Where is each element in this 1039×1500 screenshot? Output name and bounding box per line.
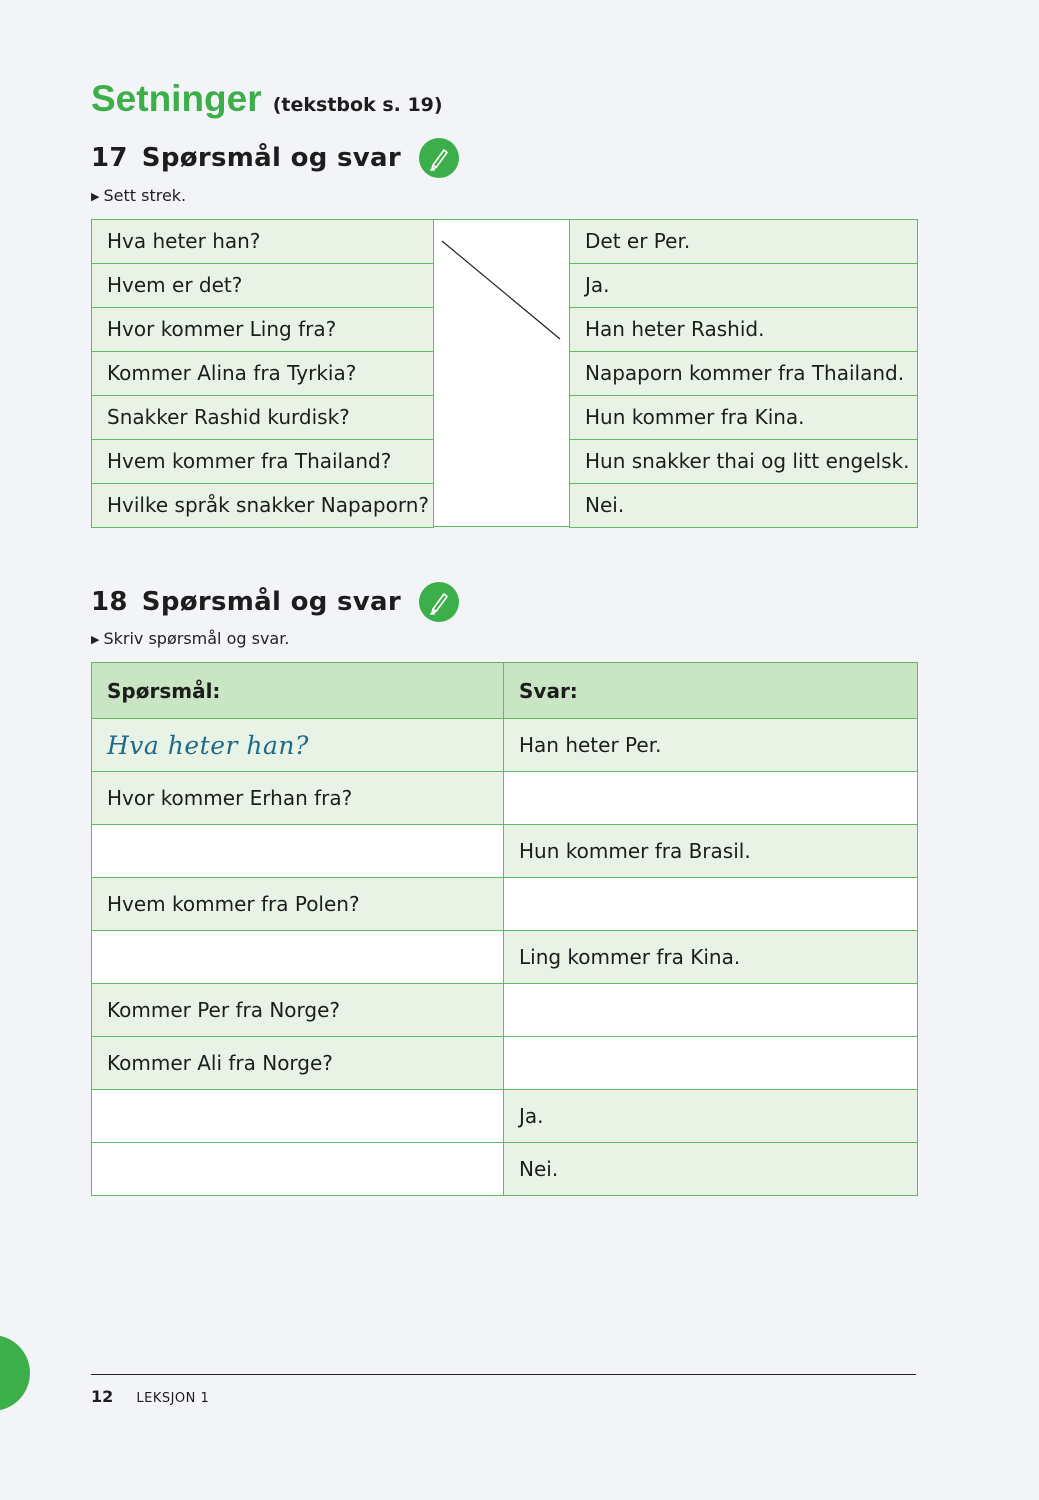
answer-cell: Det er Per. [569,219,918,264]
question-header: Spørsmål: [92,663,504,719]
drawing-area[interactable] [434,219,569,527]
table-row [92,719,918,772]
chapter-tab-marker [0,1335,30,1411]
answer-text: Ling kommer fra Kina. [519,945,741,969]
question-cell: Snakker Rashid kurdisk? [91,396,434,440]
answer-cell: Napaporn kommer fra Thailand. [569,352,918,396]
answer-blank-cell[interactable] [504,772,918,825]
question-text: Kommer Per fra Norge? [107,998,340,1022]
exercise-number: 18 [91,587,128,617]
table-header-row [92,663,918,719]
question-cell: Hvem er det? [91,264,434,308]
instruction-text: Skriv spørsmål og svar. [103,629,290,648]
table-row [92,1090,918,1143]
answer-cell [504,1143,918,1196]
answer-text: Han heter Per. [519,733,662,757]
question-cell: Hvor kommer Ling fra? [91,308,434,352]
answer-blank-cell[interactable] [504,1037,918,1090]
answer-cell [504,1090,918,1143]
footer [91,1387,209,1406]
pencil-icon [419,582,459,622]
questions-column [91,219,434,528]
answer-text: Ja. [519,1104,544,1128]
exercise-17-title [91,138,459,178]
answer-cell: Han heter Rashid. [569,308,918,352]
answer-cell [504,931,918,984]
answer-text: Hun kommer fra Brasil. [519,839,751,863]
question-cell [92,772,504,825]
answer-text: Nei. [519,1157,559,1181]
exercise-title-text: Spørsmål og svar [141,587,402,617]
question-text: Kommer Ali fra Norge? [107,1051,333,1075]
table-row [92,984,918,1037]
handwritten-example: Hva heter han? [107,730,309,760]
question-cell [92,1037,504,1090]
answer-header: Svar: [504,663,918,719]
answer-blank-cell[interactable] [504,984,918,1037]
question-cell: Kommer Alina fra Tyrkia? [91,352,434,396]
matching-table [91,219,918,528]
answer-cell [504,825,918,878]
page-number: 12 [91,1387,114,1406]
answer-cell: Nei. [569,484,918,528]
question-cell [92,984,504,1037]
table-row [92,878,918,931]
question-blank-cell[interactable] [92,1143,504,1196]
answer-cell: Hun kommer fra Kina. [569,396,918,440]
table-row [92,931,918,984]
answer-cell: Hun snakker thai og litt engelsk. [569,440,918,484]
answers-column [569,219,918,528]
exercise-17-instruction [91,186,186,205]
answer-cell: Ja. [569,264,918,308]
table-row [92,1143,918,1196]
exercise-title-text: Spørsmål og svar [141,143,402,173]
question-text: Hvem kommer fra Polen? [107,892,360,916]
question-text: Hvor kommer Erhan fra? [107,786,353,810]
table-row [92,825,918,878]
question-cell: Hvem kommer fra Thailand? [91,440,434,484]
pencil-icon [419,138,459,178]
exercise-18-instruction [91,629,289,648]
exercise-18-title [91,582,459,622]
instruction-text: Sett strek. [103,186,187,205]
triangle-bullet-icon: ▶ [91,190,100,203]
exercise-number: 17 [91,143,128,173]
question-cell: Hva heter han? [91,219,434,264]
section-title: Setninger [91,78,262,119]
page-heading [91,78,443,120]
triangle-bullet-icon: ▶ [91,633,100,646]
footer-divider [91,1374,916,1375]
answer-blank-cell[interactable] [504,878,918,931]
section-reference: (tekstbok s. 19) [272,94,443,116]
answer-cell [504,719,918,772]
table-row [92,1037,918,1090]
question-cell [92,878,504,931]
example-line [434,220,569,528]
table-row [92,772,918,825]
question-blank-cell[interactable] [92,1090,504,1143]
question-cell [92,719,504,772]
question-answer-table [91,662,918,1196]
chapter-label: LEKSJON 1 [136,1391,210,1406]
question-cell: Hvilke språk snakker Napaporn? [91,484,434,528]
question-blank-cell[interactable] [92,931,504,984]
question-blank-cell[interactable] [92,825,504,878]
